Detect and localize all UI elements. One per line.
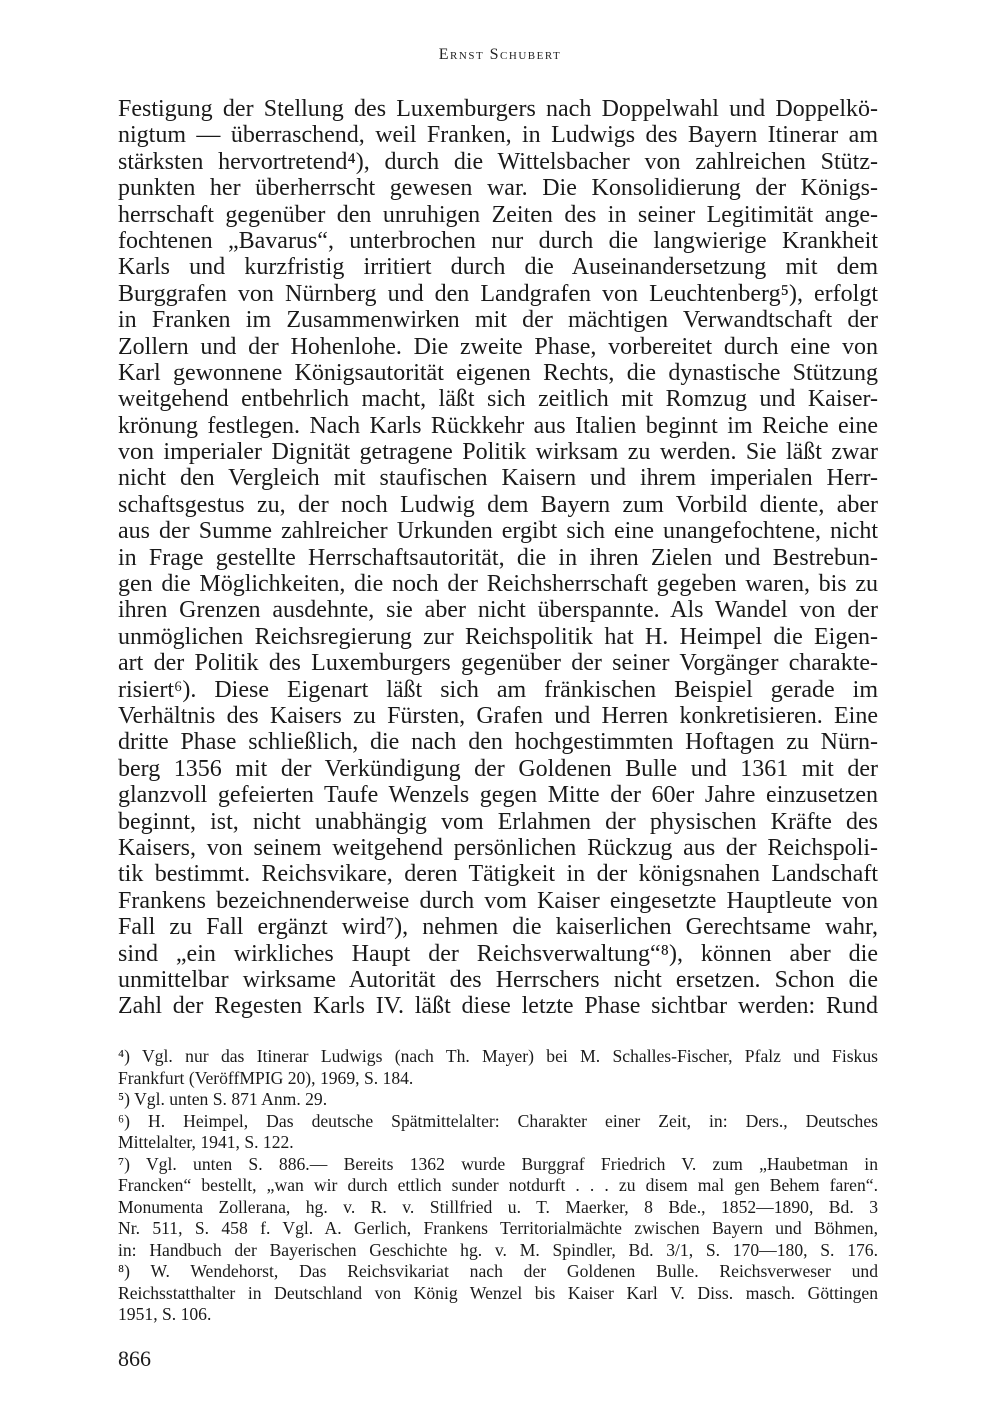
text-line: Burggrafen von Nürnberg und den Landgrafen von Leuchtenberg⁵), erfolgt xyxy=(118,280,878,307)
text-line: Fall zu Fall ergänzt wird⁷), nehmen die kaiserlichen Gerechtsame wahr, xyxy=(118,914,878,941)
text-line: schaftsgestus zu, der noch Ludwig dem Bayern zum Vorbild diente, aber xyxy=(118,491,878,518)
footnote-5: ⁵) Vgl. unten S. 871 Anm. 29. xyxy=(118,1089,328,1109)
text-line: aus der Summe zahlreicher Urkunden ergibt sich eine unangefochtene, nicht xyxy=(118,518,878,545)
text-line: tik bestimmt. Reichsvikare, deren Tätigkeit in der königsnahen Landschaft xyxy=(118,861,878,888)
footnote-4: ⁴) Vgl. nur das Itinerar Ludwigs (nach Th. Mayer) bei M. Schalles-Fischer, Pfalz und Fiskus xyxy=(118,1046,878,1066)
text-line: glanzvoll gefeierten Taufe Wenzels gegen Mitte der 60er Jahre einzusetzen xyxy=(118,782,878,809)
text-line: in Frage gestellte Herrschaftsautorität, die in ihren Zielen und Bestrebun- xyxy=(118,544,878,571)
text-line: stärksten hervortretend⁴), durch die Wittelsbacher von zahlreichen Stütz- xyxy=(118,148,878,175)
text-line: nicht den Vergleich mit staufischen Kaisern und ihrem imperialen Herr- xyxy=(118,465,878,492)
text-line: Frankens bezeichnenderweise durch vom Kaiser eingesetzte Hauptleute von xyxy=(118,887,878,914)
main-text xyxy=(118,96,878,1020)
page-number: 866 xyxy=(118,1346,151,1371)
footnote-7-cont: Nr. 511, S. 458 f. Vgl. A. Gerlich, Frankens Territorialmächte zwischen Bayern und Böhmen, xyxy=(118,1218,878,1238)
text-line: Zahl der Regesten Karls IV. läßt diese letzte Phase sichtbar werden: Rund xyxy=(118,993,878,1020)
text-line: dritte Phase schließlich, die nach den hochgestimmten Hoftagen zu Nürn- xyxy=(118,729,878,756)
footnotes xyxy=(118,1046,878,1326)
footnote-7-cont: Monumenta Zollerana, hg. v. R. v. Stillfried u. T. Maerker, 8 Bde., 1852—1890, Bd. 3 xyxy=(118,1196,878,1217)
footnote-4-cont: Frankfurt (VeröffMPIG 20), 1969, S. 184. xyxy=(118,1067,414,1088)
text-line: Zollern und der Hohenlohe. Die zweite Phase, vorbereitet durch eine von xyxy=(118,333,878,360)
text-line: Verhältnis des Kaisers zu Fürsten, Grafen und Herren konkretisieren. Eine xyxy=(118,702,878,729)
text-line: art der Politik des Luxemburgers gegenüber der seiner Vorgänger charakte- xyxy=(118,650,878,677)
text-line: punkten her überherrscht gewesen war. Die Konsolidierung der Königs- xyxy=(118,175,878,202)
text-line: beginnt, ist, nicht unabhängig vom Erlahmen der physischen Kräfte des xyxy=(118,808,878,835)
footnote-6: ⁶) H. Heimpel, Das deutsche Spätmittelalter: Charakter einer Zeit, in: Ders., Deutsches xyxy=(118,1110,878,1131)
footnote-8-cont: Reichsstatthalter in Deutschland von König Wenzel bis Kaiser Karl V. Diss. masch. Göttingen xyxy=(118,1282,878,1303)
footnote-8-cont: 1951, S. 106. xyxy=(118,1304,212,1324)
footnote-7: ⁷) Vgl. unten S. 886.— Bereits 1362 wurde Burggraf Friedrich V. zum „Haubetman in xyxy=(118,1153,878,1174)
text-line: weitgehend entbehrlich macht, läßt sich zeitlich mit Romzug und Kaiser- xyxy=(118,386,878,413)
text-line: unmittelbar wirksame Autorität des Herrschers nicht ersetzen. Schon die xyxy=(118,966,878,993)
text-line: Festigung der Stellung des Luxemburgers nach Doppelwahl und Doppelkö- xyxy=(118,96,878,122)
text-line: in Franken im Zusammenwirken mit der mächtigen Verwandtschaft der xyxy=(118,307,878,334)
text-line: ihren Grenzen ausdehnte, sie aber nicht überspannte. Als Wandel von der xyxy=(118,597,878,624)
text-line: unmöglichen Reichsregierung zur Reichspolitik hat H. Heimpel die Eigen- xyxy=(118,623,878,650)
text-line: nigtum — überraschend, weil Franken, in Ludwigs des Bayern Itinerar am xyxy=(118,122,878,149)
running-head: Ernst Schubert xyxy=(438,46,562,63)
footnote-7-cont: Francken“ bestellt, „wan wir durch ettlich sunder notdurft . . . zu disem mal gen Behem faren“. xyxy=(118,1175,878,1195)
text-line: gen die Möglichkeiten, die noch der Reichsherrschaft gegeben waren, bis zu xyxy=(118,571,878,598)
text-line: risiert⁶). Diese Eigenart läßt sich am fränkischen Beispiel gerade im xyxy=(118,676,878,703)
footnote-8: ⁸) W. Wendehorst, Das Reichsvikariat nach der Goldenen Bulle. Reichsverweser und xyxy=(118,1261,878,1281)
footnote-6-cont: Mittelalter, 1941, S. 122. xyxy=(118,1132,294,1152)
footnote-7-cont: in: Handbuch der Bayerischen Geschichte hg. v. M. Spindler, Bd. 3/1, S. 170—180, S. 176. xyxy=(118,1239,878,1260)
text-line: herrschaft gegenüber den unruhigen Zeiten des in seiner Legitimität ange- xyxy=(118,201,878,228)
text-line: von imperialer Dignität getragene Politik wirksam zu werden. Sie läßt zwar xyxy=(118,439,878,466)
text-line: sind „ein wirkliches Haupt der Reichsverwaltung“⁸), können aber die xyxy=(118,940,878,967)
text-line: krönung festlegen. Nach Karls Rückkehr aus Italien beginnt im Reiche eine xyxy=(118,412,878,439)
text-line: berg 1356 mit der Verkündigung der Goldenen Bulle und 1361 mit der xyxy=(118,755,878,782)
text-line: Karl gewonnene Königsautorität eigenen Rechts, die dynastische Stützung xyxy=(118,359,878,386)
text-line: Karls und kurzfristig irritiert durch die Auseinandersetzung mit dem xyxy=(118,254,878,281)
text-line: fochtenen „Bavarus“, unterbrochen nur durch die langwierige Krankheit xyxy=(118,227,878,254)
text-line: Kaisers, von seinem weitgehend persönlichen Rückzug aus der Reichspoli- xyxy=(118,834,878,861)
